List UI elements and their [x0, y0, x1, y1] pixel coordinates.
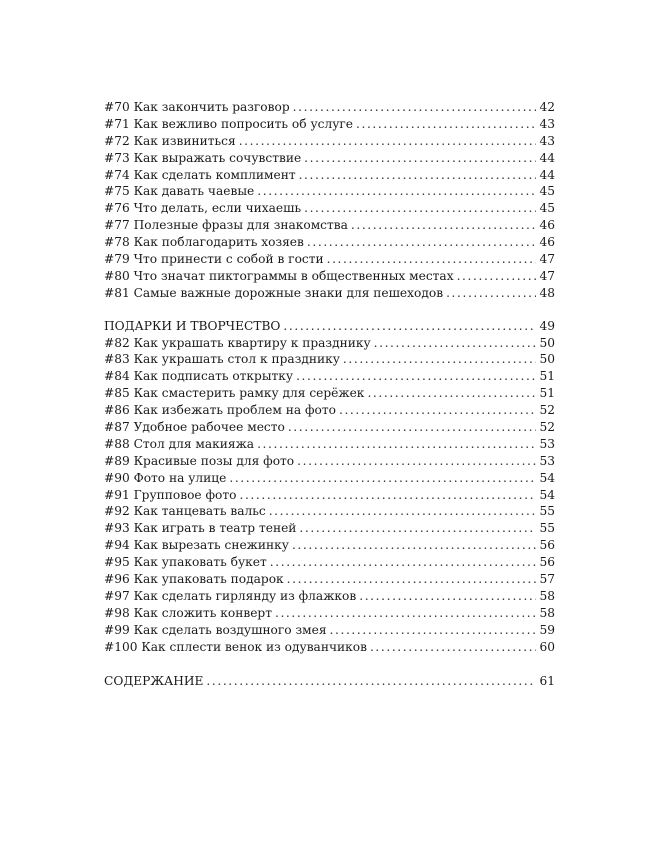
entry-page-number: 50 [539, 335, 555, 350]
dot-leader [239, 133, 537, 150]
dot-leader [367, 385, 536, 402]
toc-entry [104, 402, 555, 419]
entry-page-number: 44 [539, 150, 555, 165]
toc-entry [104, 385, 555, 402]
dot-leader [292, 537, 537, 554]
dot-leader [339, 402, 537, 419]
toc-entry [104, 487, 555, 504]
toc-entry [104, 251, 555, 268]
dot-leader [297, 453, 536, 470]
toc-entry [104, 622, 555, 639]
toc-entry [104, 554, 555, 571]
toc-entry [104, 99, 555, 116]
dot-leader [299, 167, 537, 184]
entry-title: #77 Полезные фразы для знакомства [104, 218, 348, 233]
entry-title: #76 Что делать, если чихаешь [104, 201, 302, 216]
entry-title: #100 Как сплести венок из одуванчиков [104, 639, 367, 654]
dot-leader [299, 520, 536, 537]
dot-leader [257, 436, 536, 453]
entry-page-number: 55 [539, 521, 555, 536]
toc-entry [104, 150, 555, 167]
entry-title: #70 Как закончить разговор [104, 100, 290, 114]
dot-leader [239, 487, 536, 504]
toc-entry [104, 453, 555, 470]
entry-title: #96 Как упаковать подарок [104, 572, 284, 587]
entry-page-number: 48 [539, 285, 555, 300]
entry-page-number: 52 [539, 420, 555, 435]
dot-leader [370, 639, 537, 656]
toc-entry [104, 234, 555, 251]
toc-entry [104, 436, 555, 453]
dot-leader [304, 200, 536, 217]
dot-leader [287, 571, 537, 588]
entry-page-number: 45 [539, 184, 555, 199]
entry-title: #79 Что принести с собой в гости [104, 252, 324, 267]
entry-title: #85 Как смастерить рамку для серёжек [104, 386, 365, 401]
entry-page-number: 58 [539, 605, 555, 620]
entry-page-number: 56 [539, 538, 555, 553]
dot-leader [229, 470, 536, 487]
dot-leader [446, 285, 536, 302]
dot-leader [270, 554, 537, 571]
entry-page-number: 53 [539, 436, 555, 451]
toc-entry [104, 537, 555, 554]
entry-title: #81 Самые важные дорожные знаки для пешеходов [104, 285, 444, 300]
dot-leader [293, 99, 537, 116]
toc-entry [104, 368, 555, 385]
toc-entry [104, 285, 555, 302]
dot-leader [374, 335, 537, 352]
toc-entry [104, 503, 555, 520]
entry-page-number: 46 [539, 218, 555, 233]
entry-page-number: 51 [539, 369, 555, 384]
entry-page-number: 58 [539, 588, 555, 603]
entry-page-number: 52 [539, 403, 555, 418]
entry-page-number: 59 [539, 622, 555, 637]
toc-group-contents [104, 673, 555, 690]
entry-page-number: 47 [539, 252, 555, 267]
entry-page-number: 53 [539, 453, 555, 468]
entry-page-number: 57 [539, 572, 555, 587]
entry-title: #78 Как поблагодарить хозяев [104, 235, 304, 250]
toc-entry [104, 217, 555, 234]
toc-entry [104, 588, 555, 605]
dot-leader [457, 268, 537, 285]
dot-leader [269, 503, 537, 520]
entry-page-number: 43 [539, 133, 555, 148]
entry-title: #90 Фото на улице [104, 470, 227, 485]
toc-entry [104, 116, 555, 133]
entry-title: #97 Как сделать гирлянду из флажков [104, 588, 357, 603]
entry-page-number: 44 [539, 167, 555, 182]
entry-title: #89 Красивые позы для фото [104, 453, 295, 468]
entry-title: #84 Как подписать открытку [104, 369, 294, 384]
dot-leader [356, 116, 536, 133]
toc-entry [104, 419, 555, 436]
table-of-contents [104, 99, 555, 689]
entry-title: #86 Как избежать проблем на фото [104, 403, 336, 418]
entry-page-number: 55 [539, 504, 555, 519]
dot-leader [327, 251, 537, 268]
dot-leader [307, 234, 537, 251]
entry-title: #91 Групповое фото [104, 487, 237, 502]
section-spacer [104, 656, 555, 673]
entry-page-number: 47 [539, 268, 555, 283]
dot-leader [330, 622, 537, 639]
entry-title: #75 Как давать чаевые [104, 184, 255, 199]
toc-entry [104, 133, 555, 150]
dot-leader [296, 368, 536, 385]
dot-leader [206, 673, 536, 690]
toc-entry [104, 200, 555, 217]
entry-page-number: 46 [539, 235, 555, 250]
entry-page-number: 50 [539, 352, 555, 367]
entry-title: #93 Как играть в театр теней [104, 521, 297, 536]
toc-section-heading [104, 673, 555, 690]
entry-page-number: 43 [539, 116, 555, 131]
toc-entry [104, 351, 555, 368]
entry-title: #83 Как украшать стол к празднику [104, 352, 340, 367]
toc-section-heading [104, 318, 555, 335]
toc-entry [104, 335, 555, 352]
entry-title: #94 Как вырезать снежинку [104, 538, 289, 553]
toc-entry [104, 520, 555, 537]
entry-page-number: 45 [539, 201, 555, 216]
entry-page-number: 54 [539, 487, 555, 502]
entry-title: #82 Как украшать квартиру к празднику [104, 335, 371, 350]
toc-entry [104, 268, 555, 285]
entry-title: #80 Что значат пиктограммы в общественных местах [104, 268, 454, 283]
toc-entry [104, 639, 555, 656]
entry-title: #87 Удобное рабочее место [104, 420, 285, 435]
dot-leader [304, 150, 536, 167]
dot-leader [275, 605, 537, 622]
dot-leader [343, 351, 537, 368]
entry-page-number: 51 [539, 386, 555, 401]
entry-title: #88 Стол для макияжа [104, 436, 255, 451]
toc-entry [104, 571, 555, 588]
toc-entry [104, 470, 555, 487]
section-title: ПОДАРКИ И ТВОРЧЕСТВО [104, 318, 281, 333]
entry-page-number: 42 [539, 100, 555, 114]
entry-title: #99 Как сделать воздушного змея [104, 622, 327, 637]
entry-page-number: 56 [539, 555, 555, 570]
dot-leader [257, 183, 536, 200]
section-spacer [104, 302, 555, 318]
toc-entry [104, 183, 555, 200]
entry-title: #73 Как выражать сочувствие [104, 150, 302, 165]
entry-title: #71 Как вежливо попросить об услуге [104, 116, 353, 131]
toc-entry [104, 605, 555, 622]
entry-page-number: 49 [539, 318, 555, 333]
entry-page-number: 60 [539, 639, 555, 654]
section-title: СОДЕРЖАНИЕ [104, 673, 204, 688]
entry-title: #74 Как сделать комплимент [104, 167, 296, 182]
dot-leader [283, 318, 536, 335]
toc-group-etiquette [104, 99, 555, 302]
entry-page-number: 61 [539, 673, 555, 688]
dot-leader [288, 419, 537, 436]
entry-page-number: 54 [539, 470, 555, 485]
toc-entry [104, 167, 555, 184]
dot-leader [351, 217, 537, 234]
toc-group-gifts-creativity [104, 318, 555, 656]
entry-title: #95 Как упаковать букет [104, 555, 267, 570]
entry-title: #92 Как танцевать вальс [104, 504, 266, 519]
dot-leader [359, 588, 536, 605]
entry-title: #72 Как извиниться [104, 133, 236, 148]
entry-title: #98 Как сложить конверт [104, 605, 272, 620]
